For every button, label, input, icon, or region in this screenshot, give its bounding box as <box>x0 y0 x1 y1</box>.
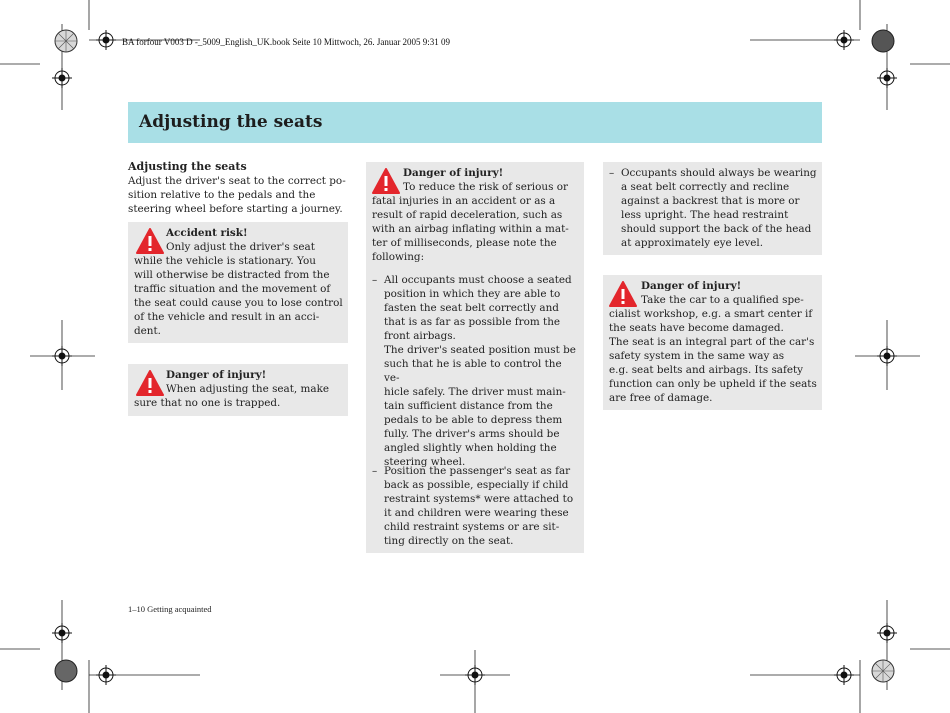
print-header: BA forfour V003 D -_5009_English_UK.book Seite 10 Mittwoch, 26. Januar 2005 9:31 09 <box>122 37 451 47</box>
title-bar <box>128 102 822 143</box>
color-wheel-icon <box>54 29 78 53</box>
page-footer: 1–10 Getting acquainted <box>128 604 212 614</box>
warning-triangle-icon <box>372 168 400 194</box>
warning-line: the seats have become damaged. <box>609 322 784 334</box>
warning-label: Danger of injury! <box>403 167 504 179</box>
warning-line: the seat could cause you to lose control <box>134 297 343 309</box>
list-line: angled slightly when holding the <box>384 442 557 454</box>
list-line: fasten the seat belt correctly and <box>384 302 559 314</box>
registration-mark-icon <box>877 623 897 643</box>
color-wheel-icon <box>871 29 895 53</box>
warning-line: Only adjust the driver's seat <box>166 241 315 253</box>
registration-mark-icon <box>96 30 116 50</box>
list-line: that is as far as possible from the <box>384 316 561 328</box>
warning-line: dent. <box>134 325 161 337</box>
list-line: should support the back of the head <box>621 223 812 235</box>
registration-mark-icon <box>465 665 485 685</box>
danger-box-1 <box>128 364 348 416</box>
registration-mark-icon <box>52 346 72 366</box>
col1-section <box>128 160 353 216</box>
warning-line: The seat is an integral part of the car's <box>609 336 815 348</box>
list-line: position in which they are able to <box>384 288 561 300</box>
warning-line: safety system in the same way as <box>609 350 785 362</box>
list-line: The driver's seated position must be <box>384 344 576 356</box>
list-line: All occupants must choose a seated <box>384 274 572 286</box>
warning-line: ter of milliseconds, please note the <box>372 237 557 249</box>
warning-triangle-icon <box>136 370 164 396</box>
warning-label: Accident risk! <box>166 227 248 239</box>
warning-line: while the vehicle is stationary. You <box>134 255 316 267</box>
list-line: less upright. The head restraint <box>621 209 789 221</box>
warning-triangle-icon <box>609 281 637 307</box>
list-line: such that he is able to control the ve- <box>384 358 562 384</box>
warning-line: e.g. seat belts and airbags. Its safety <box>609 364 804 376</box>
warning-line: fatal injuries in an accident or as a <box>372 195 556 207</box>
warning-line: are free of damage. <box>609 392 713 404</box>
warning-line: Take the car to a qualified spe- <box>641 294 804 306</box>
list-dash: – <box>372 465 378 477</box>
warning-line: of the vehicle and result in an acci- <box>134 311 320 323</box>
registration-mark-icon <box>834 30 854 50</box>
warning-label: Danger of injury! <box>166 369 267 381</box>
warning-line: When adjusting the seat, make <box>166 383 330 395</box>
list-dash: – <box>609 167 615 179</box>
list-line: a seat belt correctly and recline <box>621 181 790 193</box>
warning-label: Danger of injury! <box>641 280 742 292</box>
warning-line: with an airbag inflating within a mat- <box>372 223 569 235</box>
warning-line: To reduce the risk of serious or <box>403 181 568 193</box>
warning-line: result of rapid deceleration, such as <box>372 209 563 221</box>
warning-triangle-icon <box>136 228 164 254</box>
intro-line: sition relative to the pedals and the <box>128 189 316 201</box>
list-line: back as possible, especially if child <box>384 479 569 491</box>
intro-line: steering wheel before starting a journey. <box>128 203 343 215</box>
list-line: tain sufficient distance from the <box>384 400 553 412</box>
registration-mark-icon <box>52 68 72 88</box>
danger-box-2 <box>366 162 584 553</box>
list-line: front airbags. <box>384 330 456 342</box>
warning-line: will otherwise be distracted from the <box>134 269 330 281</box>
list-dash: – <box>372 274 378 286</box>
list-line: steering wheel. <box>384 456 466 468</box>
list-line: it and children were wearing these <box>384 507 569 519</box>
list-line: Occupants should always be wearing <box>621 167 817 179</box>
intro-line: Adjust the driver's seat to the correct po- <box>128 175 346 187</box>
list-item <box>609 166 819 250</box>
warning-line: traffic situation and the movement of <box>134 283 331 295</box>
registration-mark-icon <box>877 346 897 366</box>
seating-note-box <box>603 162 822 255</box>
color-wheel-icon <box>871 659 895 683</box>
list-line: Position the passenger's seat as far <box>384 465 571 477</box>
list-line: fully. The driver's arms should be <box>384 428 560 440</box>
list-item <box>372 273 580 469</box>
section-heading: Adjusting the seats <box>128 160 247 173</box>
registration-mark-icon <box>834 665 854 685</box>
page-title: Adjusting the seats <box>139 112 323 132</box>
warning-line: function can only be upheld if the seats <box>609 378 817 390</box>
warning-line: following: <box>372 251 425 263</box>
list-line: against a backrest that is more or <box>621 195 800 207</box>
registration-mark-icon <box>96 665 116 685</box>
registration-mark-icon <box>52 623 72 643</box>
list-line: hicle safely. The driver must main- <box>384 386 566 398</box>
color-wheel-icon <box>54 659 78 683</box>
list-line: child restraint systems or are sit- <box>384 521 560 533</box>
list-item <box>372 464 580 548</box>
list-line: restraint systems* were attached to <box>384 493 574 505</box>
list-line: at approximately eye level. <box>621 237 764 249</box>
list-line: ting directly on the seat. <box>384 535 514 547</box>
list-line: pedals to be able to depress them <box>384 414 563 426</box>
danger-box-3 <box>603 275 822 410</box>
accident-risk-box <box>128 222 348 343</box>
warning-line: sure that no one is trapped. <box>134 397 281 409</box>
registration-mark-icon <box>877 68 897 88</box>
warning-line: cialist workshop, e.g. a smart center if <box>609 308 813 320</box>
